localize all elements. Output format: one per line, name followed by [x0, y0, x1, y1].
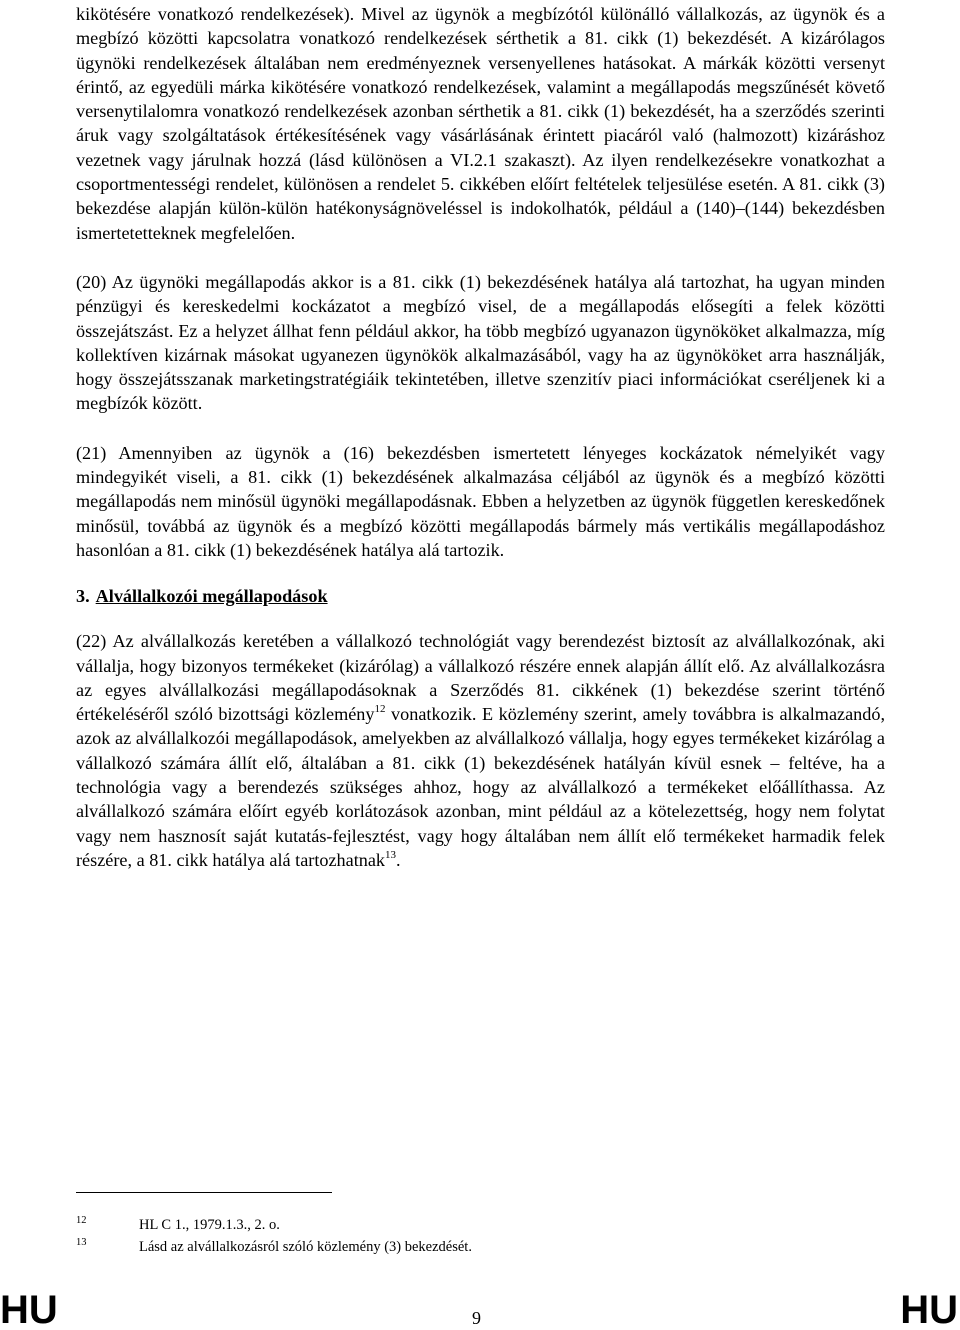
paragraph-20: (20) Az ügynöki megállapodás akkor is a 81. cikk (1) bekezdésének hatálya alá tartozhat, ha ugyan minden pénzügyi és kereskedelmi kockázatot a megbízó visel, de a megállapodás elősegíti a felek közötti összejátszást. Ez a helyzet állhat fenn például akkor, ha több megbízó ugyanazon ügynököket alkalmazza, míg kollektíven kizárnak másokat ugyanezen ügynökök alkalmazásából, vagy ha az ügynököket arra használják, hogy összejátsszanak marketingstratégiáik tekintetében, illetve szenzitív piaci információkat cseréljenek ki a megbízók között. [76, 271, 885, 414]
language-code-left: HU [0, 1288, 58, 1330]
footnote-ref-13[interactable]: 13 [385, 848, 397, 861]
main-text [76, 2, 885, 872]
paragraph-22-part-b: vonatkozik. E közlemény szerint, amely továbbra is alkalmazandó, azok az alvállalkozói megállapodások, amelyekben az alvállalkozó vállalja, hogy egyes termékeket kizárólag a vállalkozó számára állít elő, általában a 81. cikk (1) bekezdésének hatályán kívül esnek – feltéve, ha a technológia vagy a berendezés szükséges ahhoz, hogy az alvállalkozó a termékeket előállíthassa. Az alvállalkozó számára előírt egyéb korlátozások azonban, mint például az a kötelezettség, hogy nem folytat vagy nem hasznosít saját kutatás-fejlesztést, vagy hogy általában nem állít elő termékeket harmadik felek részére, a 81. cikk hatálya alá tartozhatnak [76, 704, 885, 870]
page-number: 9 [472, 1308, 481, 1328]
section-heading [76, 584, 885, 608]
paragraph-continued: kikötésére vonatkozó rendelkezések). Mivel az ügynök a megbízótól különálló vállalkozás, az ügynök és a megbízó közötti kapcsolatra vonatkozó rendelkezések sérthetik a 81. cikk (1) bekezdését. A kizárólagos ügynöki rendelkezések általában nem eredményeznek versenyellenes hatásokat. A márkák közötti versenyt érintő, az egyedüli márka kikötésére vonatkozó rendelkezések, valamint a megállapodás megszűnését követő versenytilalomra vonatkozó rendelkezések azonban sérthetik a 81. cikk (1) bekezdését, ha a szerződés szerinti áruk vagy szolgáltatások értékesítésének vagy vásárlásának érintett piacáról való (halmozott) kizáráshoz vezetnek vagy járulnak hozzá (lásd különösen a VI.2.1 szakaszt). Az ilyen rendelkezésekre vonatkozhat a csoportmentességi rendelet, különösen a rendelet 5. cikkében előírt feltételek teljesülése esetén. A 81. cikk (3) bekezdése alapján külön-külön hatékonyságnöveléssel is indokolhatók, például a (140)–(144) bekezdésben ismertetetteknek megfelelően. [76, 4, 885, 243]
paragraph-22-part-a: (22) Az alvállalkozás keretében a vállalkozó technológiát vagy berendezést biztosít az alvállalkozónak, aki vállalja, hogy bizonyos termékeket (kizárólag) a vállalkozó részére ennek alapján állít elő. Az alvállalkozásra az egyes alvállalkozási megállapodásoknak a Szerződés 81. cikkének (1) bekezdése szerint történő értékeléséről szóló bizottsági közlemény [76, 631, 885, 725]
section-number: 3. [76, 586, 90, 607]
footnote-ref-12[interactable]: 12 [374, 703, 386, 716]
footnote-text: HL C 1., 1979.1.3., 2. o. [139, 1217, 280, 1233]
paragraph-22 [76, 629, 885, 872]
footnote-text: Lásd az alvállalkozásról szóló közlemény (3) bekezdését. [139, 1239, 472, 1255]
footnote-separator [76, 1192, 332, 1193]
footnote-number: 13 [76, 1237, 87, 1248]
paragraph-21: (21) Amennyiben az ügynök a (16) bekezdésben ismertetett lényeges kockázatok némelyikét vagy mindegyikét viseli, a 81. cikk (1) bekezdésének alkalmazása céljából az ügynök és a megbízó közötti megállapodás nem minősül ügynöki megállapodásnak. Ebben a helyzetben az ügynök független kereskedőnek minősül, továbbá az ügynök és a megbízó közötti megállapodás bármely más vertikális megállapodáshoz hasonlóan a 81. cikk (1) bekezdésének hatálya alá tartozik. [76, 442, 885, 560]
language-code-right: HU [900, 1288, 958, 1330]
footnote-number: 12 [76, 1215, 87, 1226]
paragraph-22-part-c: . [396, 849, 401, 870]
section-title: Alvállalkozói megállapodások [95, 586, 328, 607]
